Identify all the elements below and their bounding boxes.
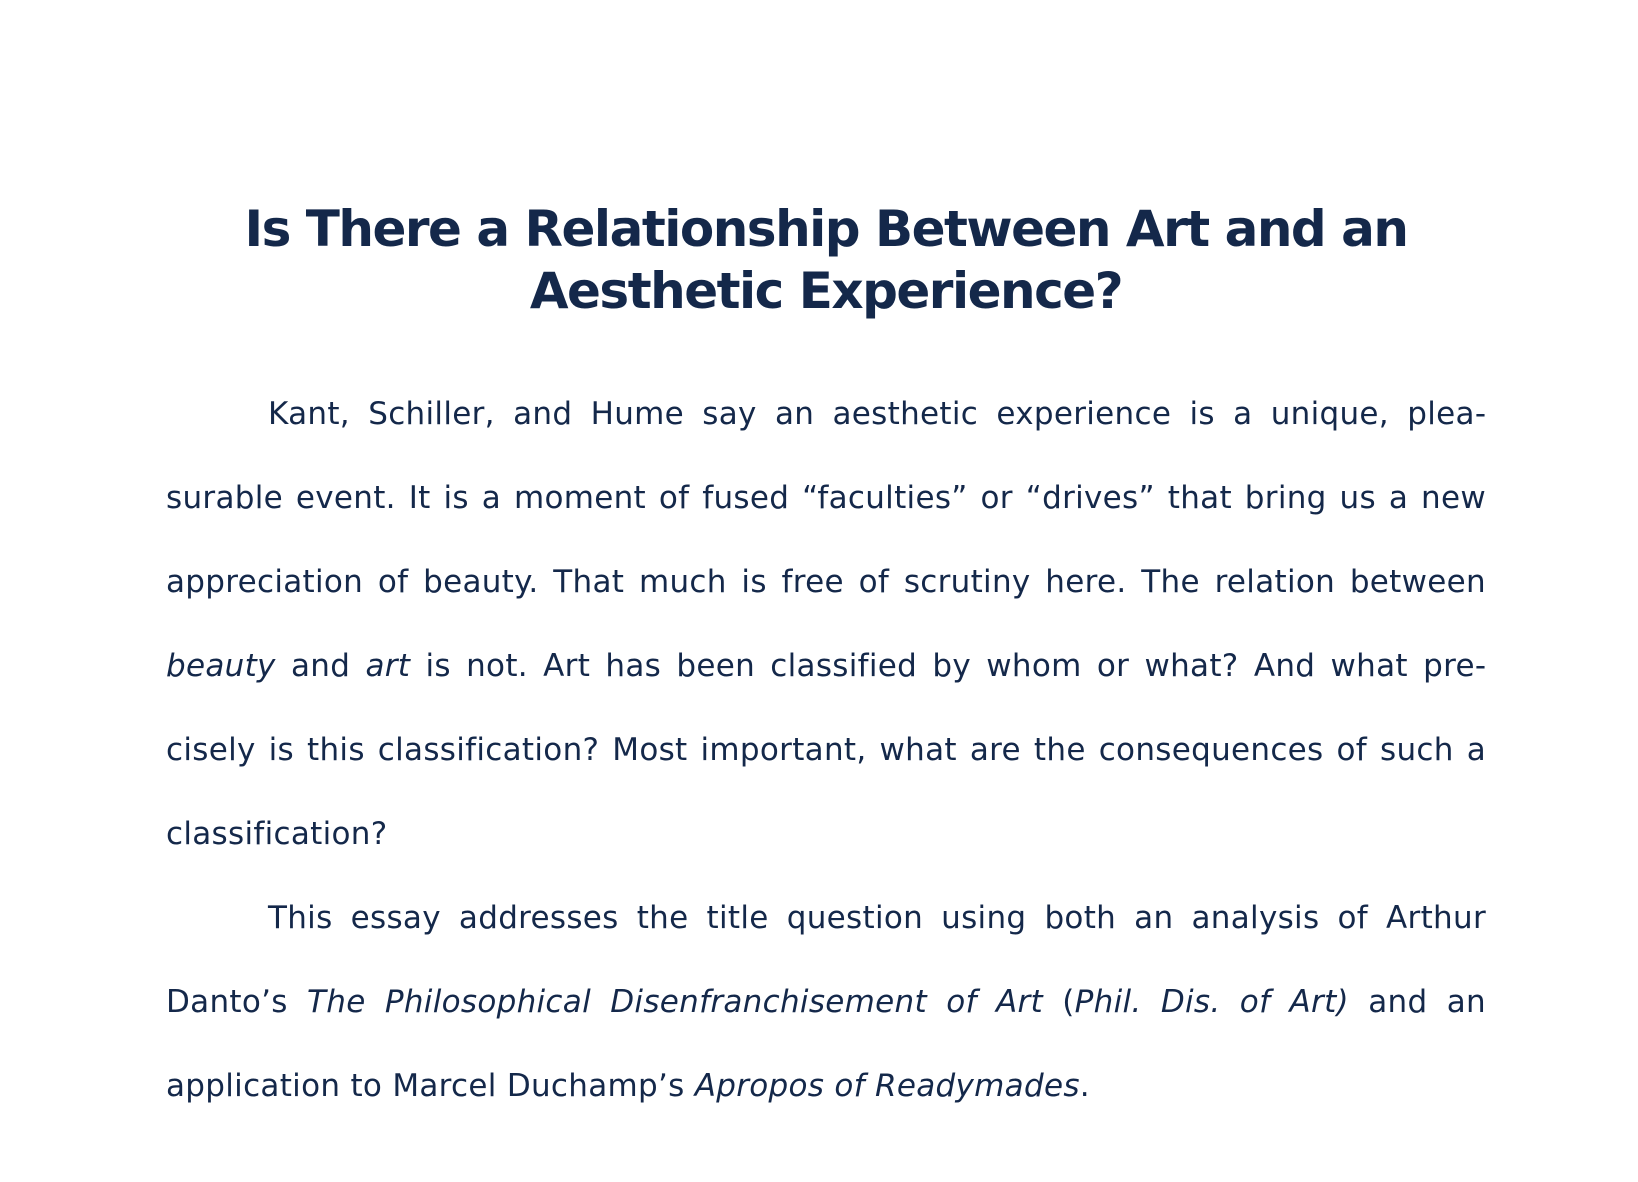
paragraph-1-text-a: Kant, Schiller, and Hume say an aesthetic experience is a unique, pleasurable event. It is a moment of fused “faculties” or “drives” that bring us a new appreciation of beauty. That much is free of scrutiny here. The relation between (166, 396, 1486, 600)
italic-book-title: The Philosophical Disenfranchisement of Art (307, 984, 1043, 1020)
document-body (166, 372, 1486, 1128)
italic-work-title: Apropos of Readymades (694, 1068, 1080, 1104)
paragraph-1-text-and: and (275, 648, 366, 684)
italic-book-abbrev: Phil. Dis. of Art) (1074, 984, 1349, 1020)
italic-beauty: beauty (166, 648, 276, 684)
paragraph-2-period: . (1079, 1068, 1090, 1104)
paragraph-1 (166, 372, 1486, 876)
document-title: Is There a Relationship Between Art and an Aesthetic Experience? (244, 200, 1408, 320)
paragraph-2-paren: ( (1042, 984, 1075, 1020)
paragraph-2-text-b: and an application to Marcel Duchamp’s (166, 984, 1486, 1104)
paragraph-2 (166, 876, 1486, 1128)
italic-art: art (365, 648, 411, 684)
document-page (166, 198, 1486, 1128)
paragraph-2-text-a: This essay addresses the title question using both an analysis of Arthur Danto’s (166, 900, 1486, 1020)
paragraph-1-text-b: is not. Art has been classified by whom or what? And what precisely is this classification? Most important, what are the consequences of such a classification? (166, 648, 1487, 852)
